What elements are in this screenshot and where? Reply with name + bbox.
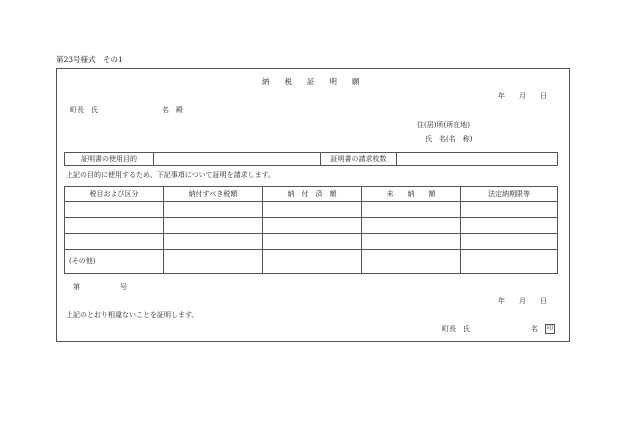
table-row bbox=[65, 234, 558, 250]
seal-mark bbox=[545, 324, 555, 334]
table-cell[interactable] bbox=[263, 218, 362, 234]
applicant-address-label: 住(居)所(所在地) bbox=[417, 121, 470, 129]
table-row bbox=[65, 202, 558, 218]
applicant-name-label: 氏 名(名 称) bbox=[425, 135, 473, 143]
tax-table bbox=[64, 186, 558, 274]
addressee: 町長 氏 bbox=[70, 106, 98, 114]
issuer-name-suffix: 名 bbox=[531, 325, 538, 333]
copies-label: 証明書の請求枚数 bbox=[321, 153, 397, 166]
date-top: 年 月 日 bbox=[498, 92, 547, 100]
table-cell[interactable] bbox=[65, 202, 164, 218]
seal-icon: 印 bbox=[546, 325, 553, 332]
table-cell[interactable] bbox=[461, 250, 558, 274]
table-cell[interactable] bbox=[461, 218, 558, 234]
cert-number-suffix: 号 bbox=[120, 283, 127, 291]
table-cell-other: (その他) bbox=[65, 250, 164, 274]
certify-text: 上記のとおり相違ないことを証明します。 bbox=[66, 311, 199, 319]
table-cell[interactable] bbox=[164, 218, 263, 234]
header-tax-category: 税目および区分 bbox=[65, 187, 164, 202]
usage-copies-table bbox=[64, 152, 558, 166]
table-cell[interactable] bbox=[461, 202, 558, 218]
header-legal-deadline: 法定納期限等 bbox=[461, 187, 558, 202]
table-cell[interactable] bbox=[461, 234, 558, 250]
request-text: 上記の目的に使用するため、下記事項について証明を請求します。 bbox=[66, 171, 276, 179]
table-cell[interactable] bbox=[65, 218, 164, 234]
table-cell[interactable] bbox=[65, 234, 164, 250]
addressee-name-suffix: 名 殿 bbox=[162, 106, 183, 114]
header-amount-due: 納付すべき税額 bbox=[164, 187, 263, 202]
copies-field[interactable] bbox=[397, 153, 558, 166]
table-cell[interactable] bbox=[164, 234, 263, 250]
table-row bbox=[65, 218, 558, 234]
table-cell[interactable] bbox=[263, 234, 362, 250]
form-title: 納 税 証 明 願 bbox=[262, 77, 360, 86]
form-number: 第23号様式 その1 bbox=[56, 55, 123, 64]
table-cell[interactable] bbox=[362, 202, 461, 218]
date-bottom: 年 月 日 bbox=[498, 297, 547, 305]
table-cell[interactable] bbox=[362, 218, 461, 234]
table-cell[interactable] bbox=[164, 202, 263, 218]
tax-table-header-row bbox=[65, 187, 558, 202]
table-cell[interactable] bbox=[263, 250, 362, 274]
cert-number-prefix: 第 bbox=[73, 283, 80, 291]
usage-field[interactable] bbox=[154, 153, 321, 166]
table-cell[interactable] bbox=[263, 202, 362, 218]
table-cell[interactable] bbox=[362, 250, 461, 274]
header-amount-unpaid: 未 納 額 bbox=[362, 187, 461, 202]
table-cell[interactable] bbox=[362, 234, 461, 250]
table-row bbox=[65, 250, 558, 274]
issuer: 町長 氏 bbox=[442, 325, 470, 333]
usage-label: 証明書の使用目的 bbox=[65, 153, 154, 166]
header-amount-paid: 納 付 済 額 bbox=[263, 187, 362, 202]
table-cell[interactable] bbox=[164, 250, 263, 274]
